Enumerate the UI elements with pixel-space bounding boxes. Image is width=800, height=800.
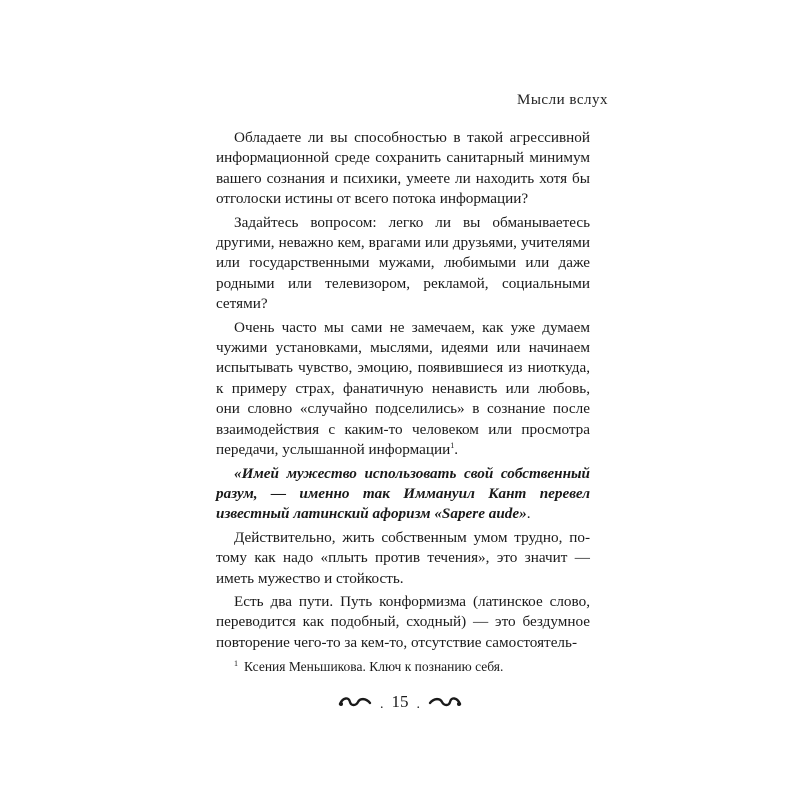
paragraph-2: Задайтесь вопросом: легко ли вы обманываетесь другими, неважно кем, врагами или друзьями, учителями или государственными мужами, любимыми или даже родными или телевизором, рекламой, социальными сетями?	[216, 213, 590, 313]
folio-left-dot: .	[380, 697, 384, 712]
footnote-text: Ксения Меньшикова. Ключ к познанию себя.	[244, 659, 504, 674]
page-folio	[0, 690, 800, 714]
running-header: Мысли вслух	[517, 92, 608, 108]
paragraph-6: Есть два пути. Путь конформизма (латинское слово, переводится как подобный, сходный) — это бездумное повторение чего-то за кем-то, отсутствие самостоятель-	[216, 592, 590, 651]
footnote-reference: 1	[450, 441, 455, 451]
right-ornament-icon	[428, 695, 462, 709]
paragraph-3-end: .	[454, 441, 459, 459]
page-number: 15	[391, 692, 409, 711]
paragraph-4-quote	[216, 464, 590, 525]
quote-text: «Имей мужество использовать свой собственный разум, — именно так Иммануил Кант перевел известный латинский афоризм «Sapere aude»	[216, 464, 590, 523]
paragraph-3	[216, 318, 590, 461]
footnote-marker: 1	[234, 658, 238, 668]
folio-right-dot: .	[416, 697, 420, 712]
left-ornament-icon	[338, 695, 372, 709]
footnote	[234, 658, 594, 676]
paragraph-5: Действительно, жить собственным умом трудно, потому как надо «плыть против течения», это значит — иметь мужество и стойкость.	[216, 528, 590, 587]
quote-end: .	[526, 505, 531, 523]
paragraph-1: Обладаете ли вы способностью в такой агрессивной информационной среде сохранить санитарный минимум вашего сознания и психики, умеете ли находить хотя бы отголоски истины от всего потока информации?	[216, 129, 590, 208]
paragraph-3-text: Очень часто мы сами не замечаем, как уже думаем чужими установками, мыслями, идеями или начинаем испытывать чувство, эмоцию, появившиеся из ниоткуда, к примеру страх, фанатичную ненависть или любовь, они словно «случайно подселились» в сознание после взаимодействия с каким-то человеком или просмотра передачи, услышанной информации	[216, 318, 590, 459]
body-text	[216, 128, 590, 656]
